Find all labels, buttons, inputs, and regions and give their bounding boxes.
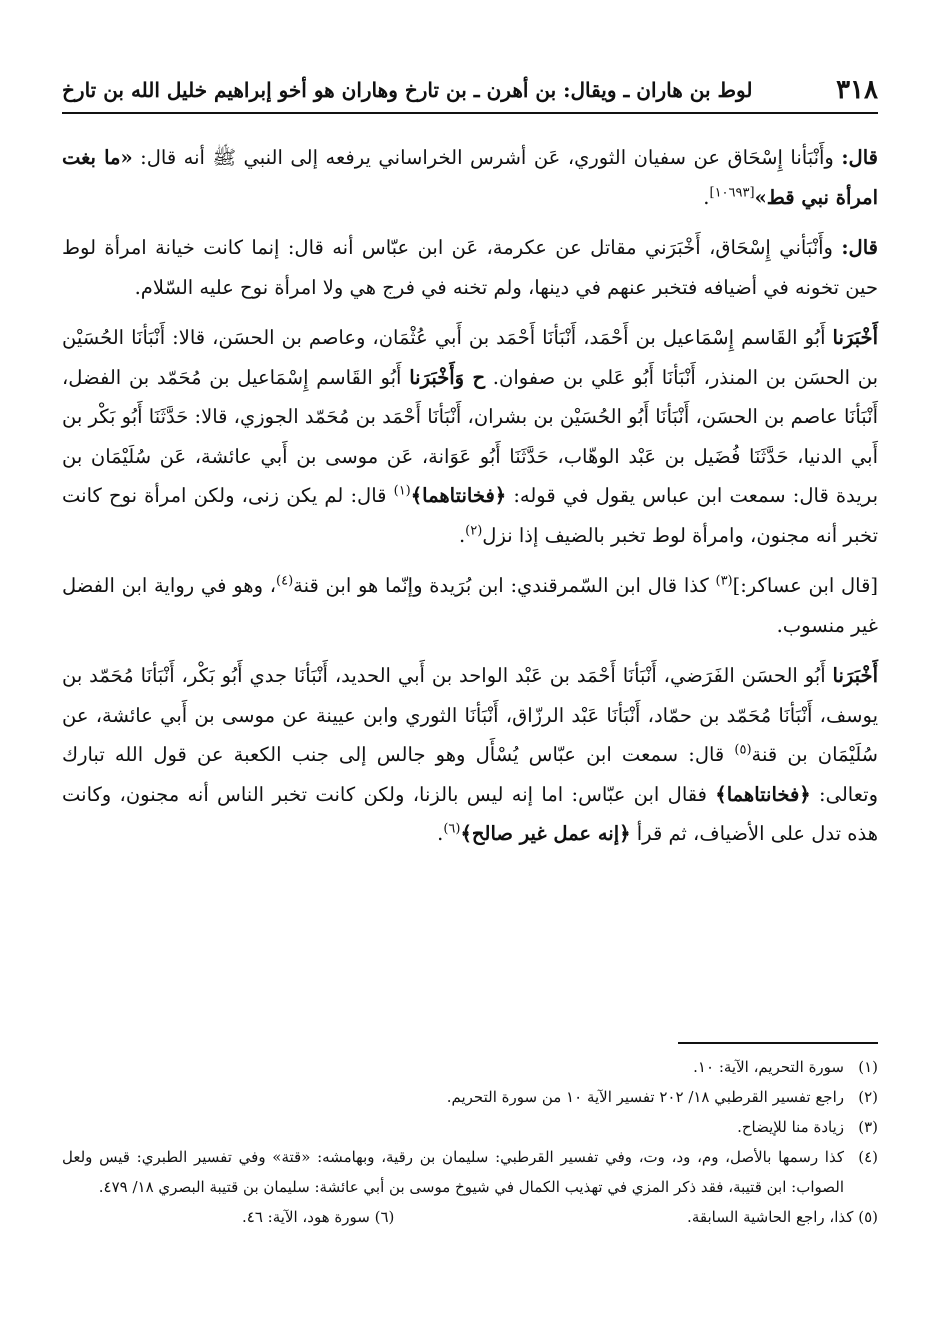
footnote-text: سورة هود، الآية: ٤٦.	[242, 1208, 370, 1226]
quran-quote: ﴿فخانتاهما﴾	[715, 782, 811, 806]
footnote-rule	[678, 1042, 878, 1044]
footnote-number: (٣)	[858, 1118, 878, 1136]
paragraph-2	[62, 228, 878, 307]
footnote-ref[interactable]: (٣)	[715, 573, 733, 589]
para-tail: .	[458, 523, 466, 547]
para-text: وأَنْبَأني إِسْحَاق، أَخْبَرَني مقاتل عن عكرمة، عَن ابن عبّاس أنه قال: إنما كانت خيانة امرأة لوط حين تخونه في أضيافه فتخبر عنهم في دينها، ولم تخنه في فرج هي ولا امرأة نوح عليه السّلام.	[62, 236, 878, 299]
running-title: لوط بن هاران ـ ويقال: بن أهرن ـ بن تارخ وهاران هو أخو إبراهيم خليل الله بن تارخ	[62, 78, 753, 102]
para-text-3: فقال ابن عبّاس: اما إنه ليس بالزنا، ولكن كانت تخبر الناس أنه مجنون، وكانت هذه تدل على الأضياف، ثم قرأ	[62, 782, 878, 845]
para-text-2: كذا قال ابن السّمرقندي: ابن بُرَيدة وإنّما هو ابن قنة	[293, 574, 716, 597]
footnotes	[62, 1052, 878, 1232]
footnote-item	[62, 1052, 878, 1082]
paragraph-3	[62, 318, 878, 555]
footnote-number: (١)	[858, 1058, 878, 1076]
quran-quote-2: ﴿إنه عمل غير صالح﴾	[460, 822, 631, 845]
para-text: [قال ابن عساكر:]	[732, 574, 878, 597]
footnote-ref[interactable]: (٥)	[734, 742, 752, 758]
footnote-number: (٦)	[374, 1208, 395, 1226]
para-text: وأَنْبَأنا إِسْحَاق عن سفيان الثوري، عَن أشرس الخراساني يرفعه إلى النبي ﷺ أنه قال:	[132, 146, 842, 169]
page-header	[62, 70, 878, 110]
footnote-item-pair	[62, 1202, 878, 1232]
footnote-ref[interactable]: (٤)	[276, 573, 294, 589]
quran-quote: ﴿فخانتاهما﴾	[410, 484, 507, 507]
footnote-ref[interactable]: (٢)	[465, 523, 483, 538]
footnote-text: سورة التحريم، الآية: ١٠.	[693, 1058, 844, 1076]
footnote-text: كذا، راجع الحاشية السابقة.	[687, 1208, 854, 1226]
para-text-2: قال: سمعت ابن عبّاس يُسْأَل وهو جالس إلى جنب الكعبة عن قول الله تبارك وتعالى:	[62, 743, 878, 806]
footnote-item	[62, 1112, 878, 1142]
para-text-3: قال: لم يكن زنى، ولكن امرأة نوح كانت تخبر أنه مجنون، وامرأة لوط تخبر بالضيف إذا نزل	[62, 484, 878, 547]
footnote-item	[687, 1202, 878, 1232]
main-text	[62, 138, 878, 865]
para-lead: أَخْبَرَنا	[832, 664, 878, 687]
footnote-item	[62, 1082, 878, 1112]
para-text: أَبُو الحسَن الفَرَضي، أَنْبَأنَا أَحْمَد بن عَبْد الواحد بن أَبي الحديد، أَنْبَأنَا جدي أَبُو بَكْر، أَنْبَأنَا مُحَمّد بن يوسف، أَنْبَأنَا مُحَمّد بن حمّاد، أَنْبَأنَا عَبْد الرزّاق، أَنْبَأنَا الثوري وابن عيينة عن موسى بن أَبي عائشة، عن سُلَيْمَان بن قنة	[62, 664, 878, 766]
hadith-quote: «ما بغت امرأة نبي قط»	[62, 146, 878, 209]
footnote-ref[interactable]: (٦)	[443, 821, 461, 837]
para-tail: .	[703, 185, 710, 209]
para-tail: .	[437, 822, 444, 845]
paragraph-5	[62, 656, 878, 854]
paragraph-4	[62, 566, 878, 645]
para-text-3: ، وهو في رواية ابن الفضل غير منسوب.	[62, 574, 878, 637]
header-rule	[62, 112, 878, 114]
para-lead: أَخْبَرَنا	[832, 326, 878, 349]
para-lead: قال:	[841, 236, 878, 259]
footnote-text: راجع تفسير القرطبي ١٨/ ٢٠٢ تفسير الآية ١٠ من سورة التحريم.	[446, 1088, 844, 1106]
footnote-text: زيادة منا للإيضاح.	[737, 1118, 844, 1136]
hadith-number: [١٠٦٩٣]	[709, 185, 755, 200]
footnote-number: (٢)	[858, 1088, 878, 1106]
para-text-2: أَبُو القَاسم إِسْمَاعيل بن مُحَمّد بن الفضل، أَنْبَأنَا عاصم بن الحسَن، أَنْبَأنَا أَبُو الحُسَيْن بن بشران، أَنْبَأنَا أَحْمَد بن مُحَمّد الجوزي، قالا: حَدَّثَنَا أَبُو بَكْر بن أَبي الدنيا، حَدَّثَنَا فُضَيل بن عَبْد الوهّاب، حَدَّثَنَا أَبُو عَوَانة، عَن موسى بن أَبي عائشة، عَن سُلَيْمَان بن بريدة قال: سمعت ابن عباس يقول في قوله:	[62, 365, 878, 507]
paragraph-1	[62, 138, 878, 217]
para-lead: قال:	[841, 146, 878, 169]
para-mid-bold: ح وَأَخْبَرَنا	[409, 365, 486, 389]
footnote-ref[interactable]: (١)	[393, 483, 411, 499]
footnote-number: (٤)	[858, 1148, 878, 1166]
footnote-item	[242, 1202, 394, 1232]
page-number: ٣١٨	[836, 75, 878, 105]
footnote-number: (٥)	[858, 1208, 878, 1226]
para-text: أَبُو القَاسم إِسْمَاعيل بن أَحْمَد، أَنْبَأنَا أَحْمَد بن أَبي عُثْمَان، وعاصم بن الحسَن، قالا: أَنْبَأنَا الحُسَيْن بن الحسَن بن المنذر، أَنْبَأنَا أَبُو عَلي بن صفوان.	[62, 326, 879, 389]
footnote-item	[62, 1142, 878, 1202]
footnote-text: كذا رسمها بالأصل، وم، ود، وت، وفي تفسير القرطبي: سليمان بن رقية، وبهامشه: «قتة» وفي تفسير الطبري: قيس ولعل الصواب: ابن قتيبة، فقد ذكر المزي في تهذيب الكمال في شيوخ موسى بن أبي عائشة: سليمان بن قتيبة البصري ١٨/ ٤٧٩.	[62, 1148, 844, 1196]
